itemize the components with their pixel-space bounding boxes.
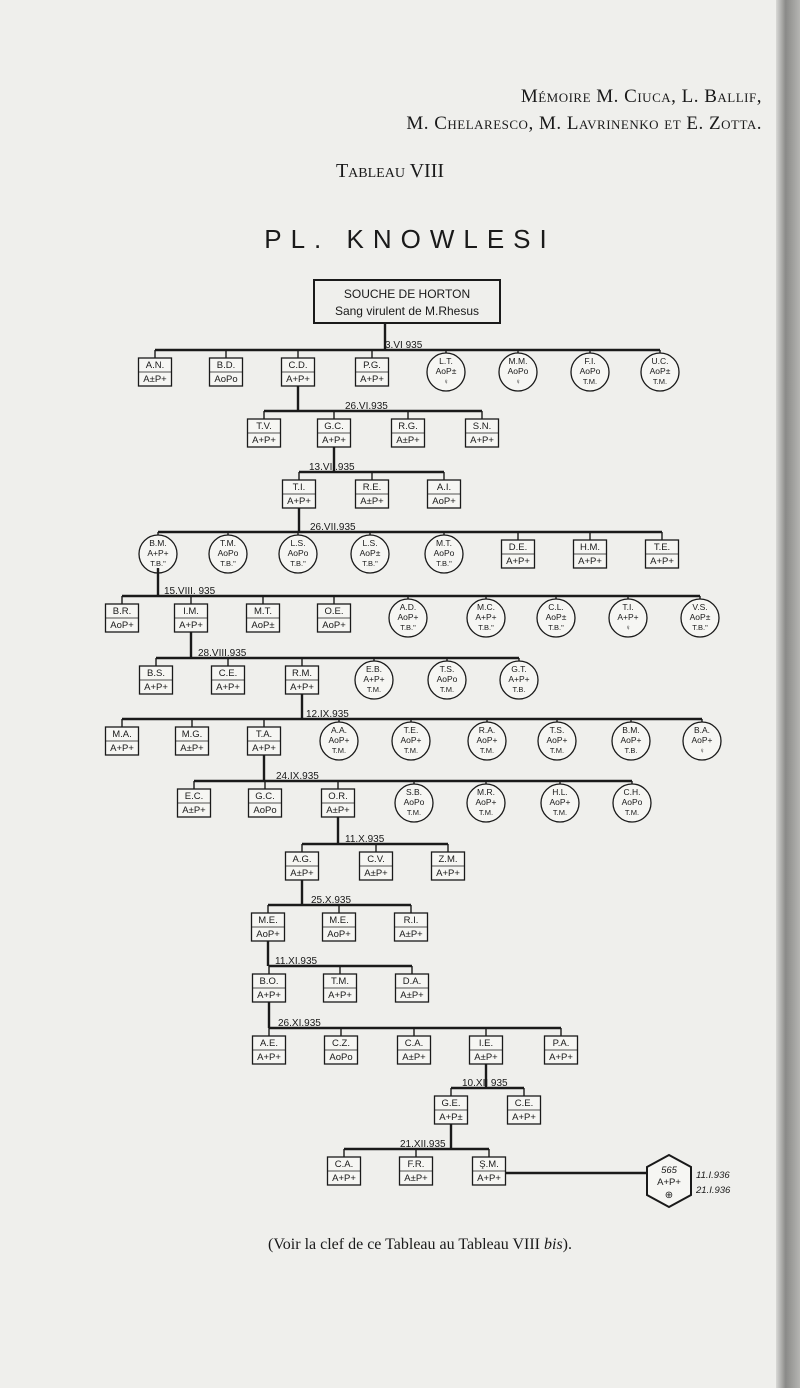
infection-code: A±P+ (182, 805, 206, 816)
terminal-date-2: 21.I.936 (696, 1185, 731, 1196)
infection-code: AoPo (621, 797, 643, 807)
outcome-label: T.M. (366, 685, 382, 694)
monkey-initials: A.I. (436, 482, 452, 493)
infection-code: A+P+ (475, 612, 497, 622)
monkey-initials: R.I. (403, 915, 419, 926)
source-description: Sang virulent de M.Rhesus (334, 304, 480, 318)
monkey-initials: P.G. (363, 360, 381, 371)
infection-code: A+P+ (290, 682, 314, 693)
infection-code: AoP+ (397, 612, 419, 622)
infection-code: AoP+ (322, 620, 346, 631)
monkey-initials: R.G. (398, 421, 418, 432)
terminal-code: A+P+ (657, 1177, 681, 1188)
monkey-initials: I.M. (183, 606, 199, 617)
monkey-initials: M.M. (508, 356, 528, 366)
monkey-initials: G.C. (324, 421, 344, 432)
monkey-initials: G.T. (511, 664, 527, 674)
outcome-label: T.M. (331, 746, 347, 755)
monkey-initials: T.S. (439, 664, 455, 674)
outcome-label: T.B." (220, 559, 236, 568)
infection-code: A+P+ (477, 1173, 501, 1184)
footer-text: (Voir la clef de ce Tableau au Tableau VIII (267, 1236, 544, 1253)
outcome-label: T.M. (652, 377, 668, 386)
outcome-label: T.B. (624, 746, 638, 755)
monkey-initials: T.I. (292, 482, 306, 493)
infection-code: A+P+ (216, 682, 240, 693)
infection-code: AoP+ (327, 929, 351, 940)
infection-code: A+P+ (332, 1173, 356, 1184)
outcome-label: ♀ (443, 377, 449, 386)
outcome-label: T.M. (624, 808, 640, 817)
monkey-initials: B.O. (259, 976, 279, 987)
infection-code: A±P+ (360, 496, 384, 507)
monkey-initials: A.N. (145, 360, 165, 371)
infection-code: AoP± (435, 366, 457, 376)
monkey-initials: C.A. (404, 1038, 424, 1049)
monkey-initials: H.M. (579, 542, 601, 553)
monkey-initials: C.A. (334, 1159, 354, 1170)
passage-date: 26.XI.935 (278, 1018, 321, 1029)
infection-code: AoPo (433, 548, 455, 558)
infection-code: A±P+ (143, 374, 167, 385)
infection-code: A+P+ (578, 556, 602, 567)
infection-code: A+P+ (257, 990, 281, 1001)
passage-date: 10.XII 935 (462, 1078, 508, 1089)
infection-code: A+P+ (252, 743, 276, 754)
terminal-date-1: 11.I.936 (696, 1170, 730, 1181)
monkey-initials: E.B. (365, 664, 383, 674)
infection-code: A+P+ (617, 612, 639, 622)
monkey-initials: C.V. (367, 854, 385, 865)
monkey-initials: C.D. (288, 360, 308, 371)
infection-code: A+P+ (508, 674, 530, 684)
monkey-initials: A.E. (260, 1038, 278, 1049)
monkey-initials: T.A. (255, 729, 273, 740)
monkey-initials: V.S. (692, 602, 708, 612)
species-title: PL. KNOWLESI (264, 224, 556, 254)
infection-code: A±P+ (402, 1052, 426, 1063)
monkey-initials: M.T. (254, 606, 272, 617)
infection-code: AoPo (287, 548, 309, 558)
infection-code: A+P+ (470, 435, 494, 446)
monkey-initials: O.E. (324, 606, 344, 617)
infection-code: AoP+ (476, 735, 498, 745)
monkey-initials: T.M. (331, 976, 349, 987)
infection-code: AoP+ (400, 735, 422, 745)
passage-date: 26.VI.935 (345, 401, 388, 412)
monkey-initials: O.R. (328, 791, 348, 802)
monkey-initials: R.M. (291, 668, 313, 679)
infection-code: AoP+ (620, 735, 642, 745)
outcome-label: T.M. (478, 808, 494, 817)
infection-code: AoP± (649, 366, 671, 376)
infection-code: A±P+ (396, 435, 420, 446)
monkey-initials: D.E. (508, 542, 528, 553)
monkey-initials: T.S. (549, 725, 565, 735)
infection-code: A±P+ (474, 1052, 498, 1063)
memoir-authors-line-2: M. Chelaresco, M. Lavrinenko et E. Zotta. (406, 113, 762, 134)
outcome-label: T.B." (692, 623, 708, 632)
infection-code: A+P+ (549, 1052, 573, 1063)
infection-code: AoP± (545, 612, 567, 622)
infection-code: AoPo (507, 366, 529, 376)
infection-code: AoPo (253, 805, 277, 816)
infection-code: A+P+ (506, 556, 530, 567)
outcome-label: T.M. (549, 746, 565, 755)
outcome-label: T.B." (400, 623, 416, 632)
passage-date: 13.VII.935 (309, 462, 355, 473)
outcome-label: T.B." (436, 559, 452, 568)
outcome-label: T.B." (362, 559, 378, 568)
monkey-initials: U.C. (651, 356, 669, 366)
monkey-initials: R.E. (362, 482, 382, 493)
infection-code: A±P+ (326, 805, 350, 816)
infection-code: A+P+ (252, 435, 276, 446)
monkey-initials: M.G. (181, 729, 203, 740)
infection-code: A±P+ (399, 929, 423, 940)
infection-code: AoP+ (546, 735, 568, 745)
infection-code: A+P+ (650, 556, 674, 567)
monkey-initials: C.L. (548, 602, 564, 612)
monkey-initials: M.R. (477, 787, 495, 797)
infection-code: AoPo (403, 797, 425, 807)
outcome-label: T.B." (548, 623, 564, 632)
monkey-initials: T.E. (653, 542, 671, 553)
infection-code: AoP+ (432, 496, 456, 507)
outcome-label: T.B. (512, 685, 526, 694)
outcome-label: ♀ (515, 377, 521, 386)
infection-code: AoP+ (475, 797, 497, 807)
footer-end: ). (562, 1236, 572, 1253)
monkey-initials: B.R. (112, 606, 132, 617)
passage-date: 25.X.935 (311, 895, 352, 906)
monkey-initials: I.E. (478, 1038, 494, 1049)
infection-code: AoP± (359, 548, 381, 558)
infection-code: AoPo (329, 1052, 353, 1063)
infection-code: AoP± (689, 612, 711, 622)
footer-note (0, 1236, 800, 1254)
infection-code: AoPo (436, 674, 458, 684)
passage-date: 15.VIII. 935 (164, 586, 216, 597)
outcome-label: T.M. (403, 746, 419, 755)
monkey-initials: B.M. (149, 538, 167, 548)
monkey-initials: Ş.M. (479, 1159, 499, 1170)
monkey-initials: M.E. (258, 915, 278, 926)
infection-code: A+P+ (257, 1052, 281, 1063)
infection-code: A+P± (439, 1112, 463, 1123)
infection-code: A+P+ (287, 496, 311, 507)
passage-date: 3.VI 935 (385, 340, 423, 351)
monkey-initials: A.D. (399, 602, 417, 612)
infection-code: A+P+ (144, 682, 168, 693)
monkey-initials: B.D. (216, 360, 236, 371)
infection-code: A±P+ (364, 868, 388, 879)
infection-code: A+P+ (179, 620, 203, 631)
infection-code: A+P+ (286, 374, 310, 385)
monkey-initials: T.I. (622, 602, 634, 612)
monkey-initials: H.L. (552, 787, 568, 797)
outcome-label: T.B." (478, 623, 494, 632)
outcome-label: T.M. (552, 808, 568, 817)
terminal-number: 565 (661, 1165, 677, 1176)
infection-code: A±P+ (290, 868, 314, 879)
infection-code: AoP± (251, 620, 275, 631)
passage-date: 24.IX.935 (276, 771, 319, 782)
monkey-initials: R.A. (478, 725, 496, 735)
outcome-label: T.B." (290, 559, 306, 568)
footer-italic: bis (544, 1236, 563, 1253)
monkey-initials: M.C. (477, 602, 495, 612)
outcome-label: ♀ (699, 746, 705, 755)
monkey-initials: T.V. (256, 421, 272, 432)
infection-code: A±P+ (180, 743, 204, 754)
infection-code: AoP+ (691, 735, 713, 745)
monkey-initials: B.M. (622, 725, 640, 735)
outcome-label: T.M. (582, 377, 598, 386)
monkey-initials: C.H. (623, 787, 641, 797)
monkey-initials: M.T. (435, 538, 453, 548)
infection-code: A+P+ (512, 1112, 536, 1123)
infection-code: A+P+ (436, 868, 460, 879)
monkey-initials: C.Z. (332, 1038, 350, 1049)
infection-code: AoP+ (328, 735, 350, 745)
passage-date: 11.XI.935 (275, 956, 318, 967)
monkey-initials: L.S. (290, 538, 306, 548)
monkey-initials: A.A. (330, 725, 348, 735)
infection-code: A+P+ (147, 548, 169, 558)
table-title: Tableau VIII (335, 160, 445, 182)
infection-code: A+P+ (322, 435, 346, 446)
infection-code: AoPo (579, 366, 601, 376)
monkey-initials: C.E. (218, 668, 238, 679)
monkey-initials: T.M. (219, 538, 237, 548)
monkey-initials: Z.M. (438, 854, 458, 865)
passage-date: 26.VII.935 (310, 522, 356, 533)
outcome-label: T.M. (406, 808, 422, 817)
infection-code: AoPo (217, 548, 239, 558)
infection-code: A+P+ (110, 743, 134, 754)
monkey-initials: F.I. (584, 356, 596, 366)
passage-date: 28.VIII.935 (198, 648, 247, 659)
infection-code: AoPo (214, 374, 238, 385)
outcome-label: ♀ (625, 623, 631, 632)
monkey-initials: P.A. (552, 1038, 570, 1049)
monkey-initials: A.G. (292, 854, 312, 865)
monkey-initials: B.S. (147, 668, 165, 679)
infection-code: AoP+ (256, 929, 280, 940)
monkey-initials: E.C. (184, 791, 204, 802)
monkey-initials: S.N. (472, 421, 492, 432)
infection-code: A+P+ (328, 990, 352, 1001)
monkey-initials: L.S. (362, 538, 378, 548)
terminal-symbol: ⊕ (664, 1190, 674, 1201)
infection-code: AoP+ (110, 620, 134, 631)
infection-code: A±P+ (400, 990, 424, 1001)
infection-code: A+P+ (363, 674, 385, 684)
passage-date: 21.XII.935 (400, 1139, 446, 1150)
passage-date: 11.X.935 (345, 834, 385, 845)
monkey-initials: G.C. (255, 791, 275, 802)
outcome-label: T.M. (439, 685, 455, 694)
monkey-initials: C.E. (514, 1098, 534, 1109)
infection-code: A±P+ (404, 1173, 428, 1184)
monkey-initials: M.E. (329, 915, 349, 926)
monkey-initials: B.A. (693, 725, 711, 735)
monkey-initials: F.R. (407, 1159, 425, 1170)
monkey-initials: D.A. (402, 976, 422, 987)
outcome-label: T.M. (479, 746, 495, 755)
passage-date: 12.IX.935 (306, 709, 349, 720)
memoir-authors-line-1: Mémoire M. Ciuca, L. Ballif, (520, 86, 762, 107)
monkey-initials: S.B. (405, 787, 423, 797)
infection-code: A+P+ (360, 374, 384, 385)
source-title: SOUCHE DE HORTON (343, 287, 471, 301)
monkey-initials: G.E. (441, 1098, 461, 1109)
monkey-initials: M.A. (112, 729, 132, 740)
outcome-label: T.B." (150, 559, 166, 568)
monkey-initials: L.T. (439, 356, 453, 366)
monkey-initials: T.E. (403, 725, 419, 735)
infection-code: AoP+ (549, 797, 571, 807)
